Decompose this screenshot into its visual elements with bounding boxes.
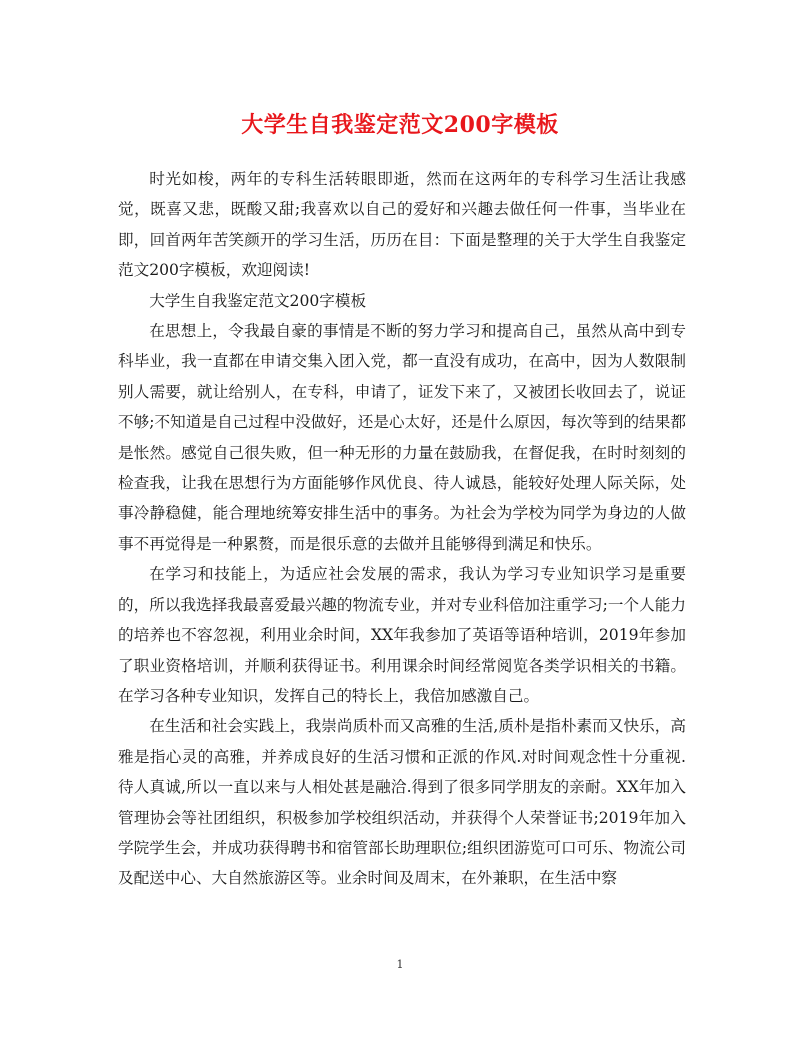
document-title: 大学生自我鉴定范文200字模板 — [241, 112, 559, 138]
body-paragraph-thought: 在思想上，令我最自豪的事情是不断的努力学习和提高自己，虽然从高中到专科毕业，我一直都在申请交集入团入党，都一直没有成功，在高中，因为人数限制别人需要，就让给别人，在专科，申请了，证发下来了，又被团长收回去了，说证不够;不知道是自己过程中没做好，还是心太好，还是什么原因，每次等到的结果都是怅然。感觉自己很失败，但一种无形的力量在鼓励我，在督促我，在时时刻刻的检查我，让我在思想行为方面能够作风优良、待人诚恳，能较好处理人际关际，处事冷静稳健，能合理地统筹安排生活中的事务。为社会为学校为同学为身边的人做事不再觉得是一种累赘，而是很乐意的去做并且能够得到满足和快乐。 — [118, 322, 686, 553]
section-heading: 大学生自我鉴定范文200字模板 — [149, 291, 367, 310]
intro-paragraph: 时光如梭，两年的专科生活转眼即逝，然而在这两年的专科学习生活让我感觉，既喜又悲，既酸又甜;我喜欢以自己的爱好和兴趣去做任何一件事，当毕业在即，回首两年苦笑颜开的学习生活，历历在目：下面是整理的关于大学生自我鉴定范文200字模板，欢迎阅读! — [118, 170, 686, 280]
body-paragraph-life: 在生活和社会实践上，我崇尚质朴而又高雅的生活,质朴是指朴素而又快乐，高雅是指心灵的高雅，并养成良好的生活习惯和正派的作风.对时间观念性十分重视.待人真诚,所以一直以来与人相处甚是融洽.得到了很多同学朋友的亲耐。XX年加入管理协会等社团组织，积极参加学校组织活动，并获得个人荣誉证书;2019年加入学院学生会，并成功获得聘书和宿管部长助理职位;组织团游览可口可乐、物流公司及配送中心、大自然旅游区等。业余时间及周末，在外兼职，在生活中察 — [118, 717, 686, 888]
page-number: 1 — [396, 958, 404, 971]
body-paragraph-study: 在学习和技能上，为适应社会发展的需求，我认为学习专业知识学习是重要的，所以我选择我最喜爱最兴趣的物流专业，并对专业科倍加注重学习;一个人能力的培养也不容忽视，利用业余时间，XX年我参加了英语等语种培训，2019年参加了职业资格培训，并顺利获得证书。利用课余时间经常阅览各类学识相关的书籍。在学习各种专业知识，发挥自己的特长上，我倍加感激自己。 — [118, 565, 686, 705]
document-body — [118, 164, 686, 894]
